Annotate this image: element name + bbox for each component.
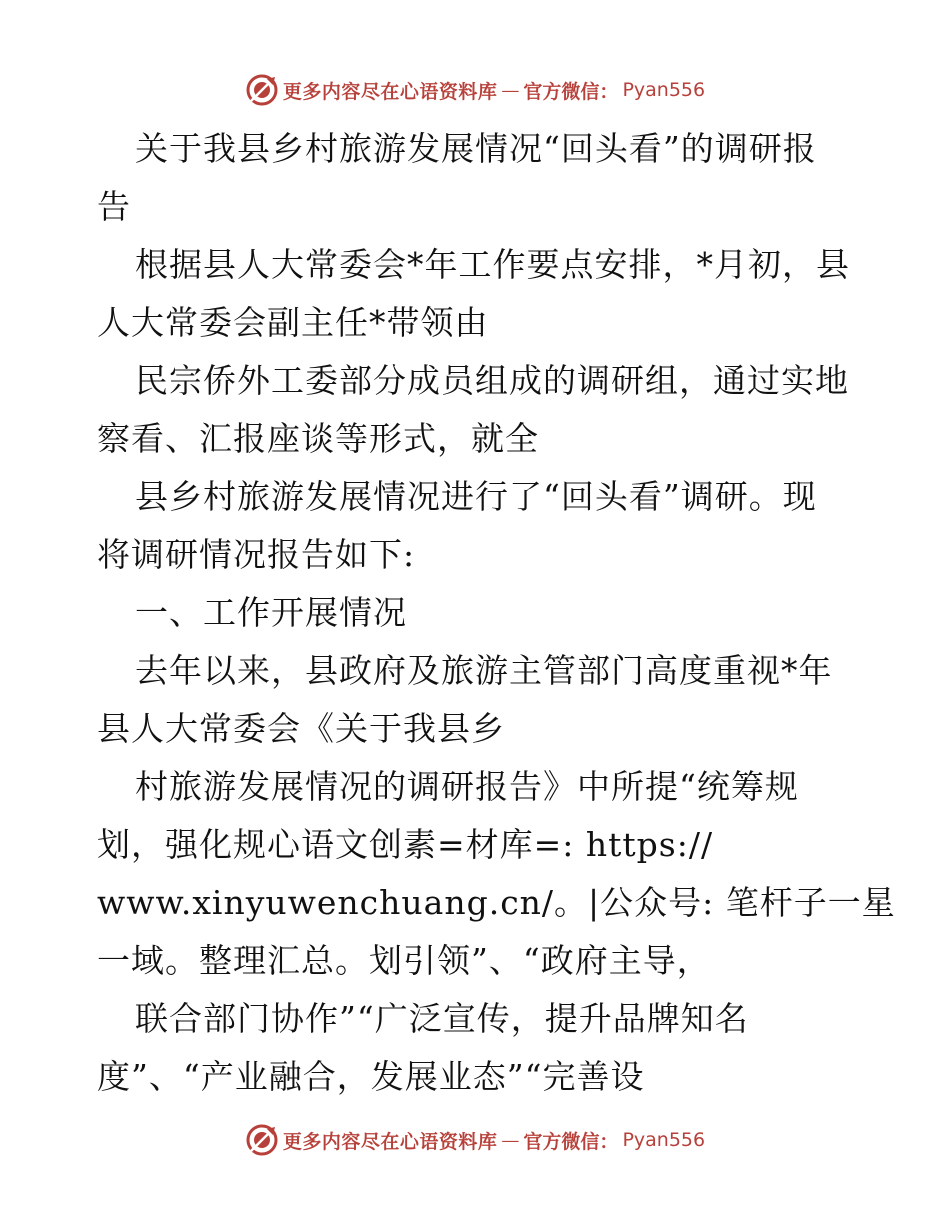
doc-line: 去年以来，县政府及旅游主管部门高度重视*年 xyxy=(135,651,833,690)
header-banner xyxy=(0,70,950,110)
quill-seal-icon xyxy=(245,73,279,107)
doc-line: 县人大常委会《关于我县乡 xyxy=(97,709,505,748)
doc-line: 一、工作开展情况 xyxy=(135,593,407,632)
doc-line: 一域。整理汇总。划引领”、“政府主导， xyxy=(97,941,711,980)
doc-line: 告 xyxy=(97,187,131,226)
banner-wechat-id: Pyan556 xyxy=(622,1129,706,1151)
doc-line: 民宗侨外工委部分成员组成的调研组，通过实地 xyxy=(135,361,849,400)
doc-line: 关于我县乡村旅游发展情况“回头看”的调研报 xyxy=(135,129,817,168)
doc-line: 村旅游发展情况的调研报告》中所提“统筹规 xyxy=(135,767,799,806)
doc-line: 划，强化规心语文创素=材库=: https:// xyxy=(97,825,714,864)
doc-line: www.xinyuwenchuang.cn/。|公众号: 笔杆子一星 xyxy=(97,883,896,922)
banner-sub: 官方微信： xyxy=(523,1130,619,1153)
doc-line: 度”、“产业融合，发展业态”“完善设 xyxy=(97,1057,645,1096)
banner-text: 更多内容尽在心语资料库 xyxy=(282,80,498,103)
document-body xyxy=(97,120,896,1106)
banner-wechat-id: Pyan556 xyxy=(622,79,706,101)
doc-line: 联合部门协作”“广泛宣传，提升品牌知名 xyxy=(135,999,749,1038)
doc-line: 人大常委会副主任*带领由 xyxy=(97,303,489,342)
doc-line: 察看、汇报座谈等形式，就全 xyxy=(97,419,539,458)
doc-line: 根据县人大常委会*年工作要点安排，*月初，县 xyxy=(135,245,850,284)
banner-dash: — xyxy=(501,79,520,101)
doc-line: 县乡村旅游发展情况进行了“回头看”调研。现 xyxy=(135,477,817,516)
quill-seal-icon xyxy=(245,1123,279,1157)
doc-line: 将调研情况报告如下: xyxy=(97,535,416,574)
banner-dash: — xyxy=(501,1129,520,1151)
footer-banner xyxy=(0,1120,950,1160)
banner-sub: 官方微信： xyxy=(523,80,619,103)
banner-text: 更多内容尽在心语资料库 xyxy=(282,1130,498,1153)
